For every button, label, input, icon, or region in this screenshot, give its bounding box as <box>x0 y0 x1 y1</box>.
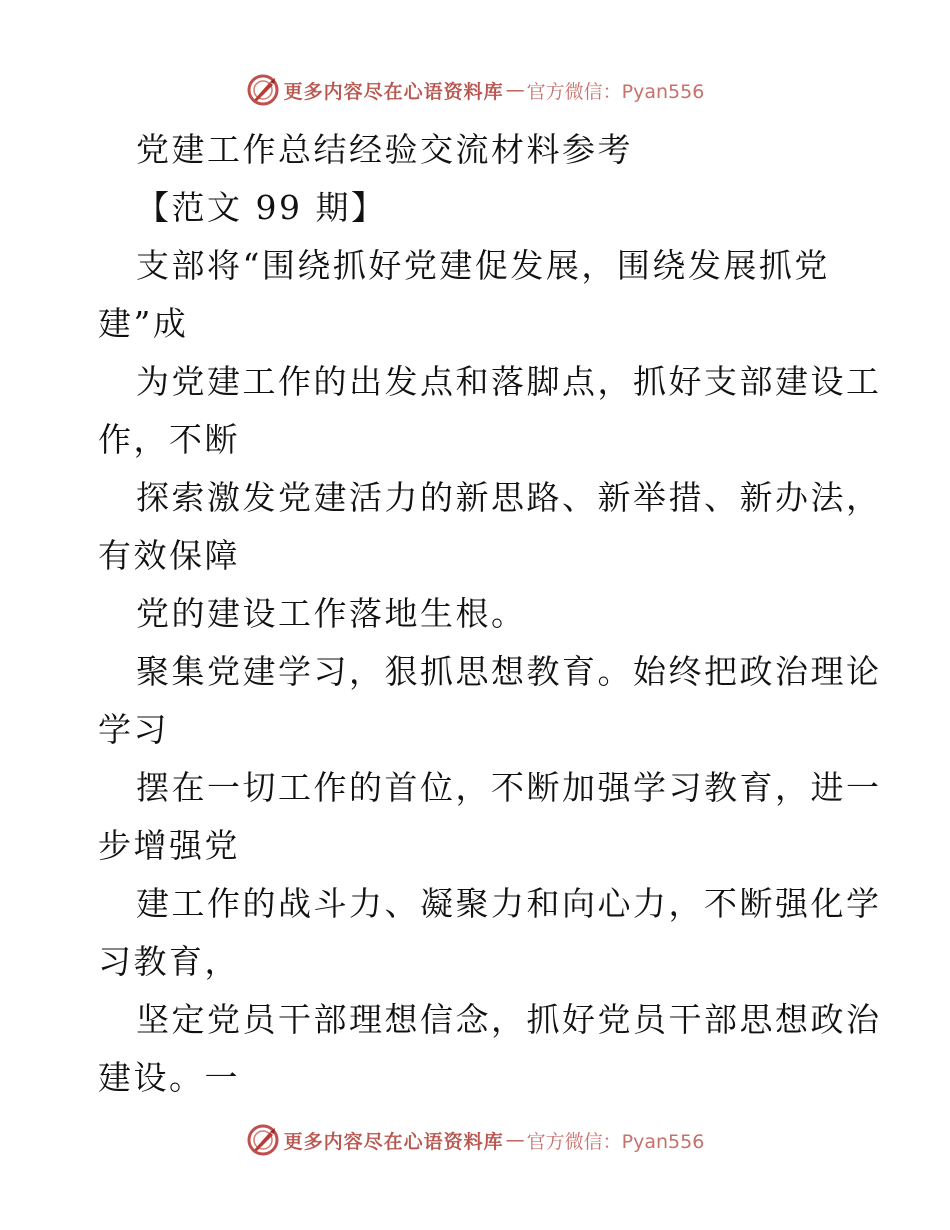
paragraph-line: 为党建工作的出发点和落脚点，抓好支部建设工 <box>136 362 882 401</box>
banner-wechat-text: 官方微信：Pyan556 <box>526 1130 705 1153</box>
banner-brand-text: 更多内容尽在心语资料库 <box>283 80 504 103</box>
banner-dash: — <box>505 79 525 101</box>
quill-logo-icon <box>246 1123 280 1157</box>
paragraph-line: 建设。一 <box>98 1058 240 1097</box>
paragraph-line: 建”成 <box>98 304 189 343</box>
issue-label: 【范文 99 期】 <box>136 188 387 227</box>
paragraph-line: 作，不断 <box>98 420 240 459</box>
paragraph-line: 支部将“围绕抓好党建促发展，围绕发展抓党 <box>136 246 830 285</box>
paragraph-line: 探索激发党建活力的新思路、新举措、新办法， <box>136 478 882 517</box>
document-title: 党建工作总结经验交流材料参考 <box>136 130 633 169</box>
paragraph-line: 聚集党建学习，狠抓思想教育。始终把政治理论 <box>136 652 882 691</box>
banner-dash: — <box>505 1129 525 1151</box>
banner-brand-text: 更多内容尽在心语资料库 <box>283 1130 504 1153</box>
quill-logo-icon <box>246 73 280 107</box>
paragraph-line: 党的建设工作落地生根。 <box>136 594 527 633</box>
paragraph-line: 坚定党员干部理想信念，抓好党员干部思想政治 <box>136 1000 882 1039</box>
paragraph-line: 摆在一切工作的首位，不断加强学习教育，进一 <box>136 768 882 807</box>
paragraph-line: 建工作的战斗力、凝聚力和向心力，不断强化学 <box>136 884 882 923</box>
paragraph-line: 习教育， <box>98 942 240 981</box>
paragraph-line: 有效保障 <box>98 536 240 575</box>
paragraph-line: 步增强党 <box>98 826 240 865</box>
banner-wechat-text: 官方微信：Pyan556 <box>526 80 705 103</box>
header-watermark <box>0 70 950 110</box>
paragraph-line: 学习 <box>98 710 169 749</box>
footer-watermark <box>0 1120 950 1160</box>
